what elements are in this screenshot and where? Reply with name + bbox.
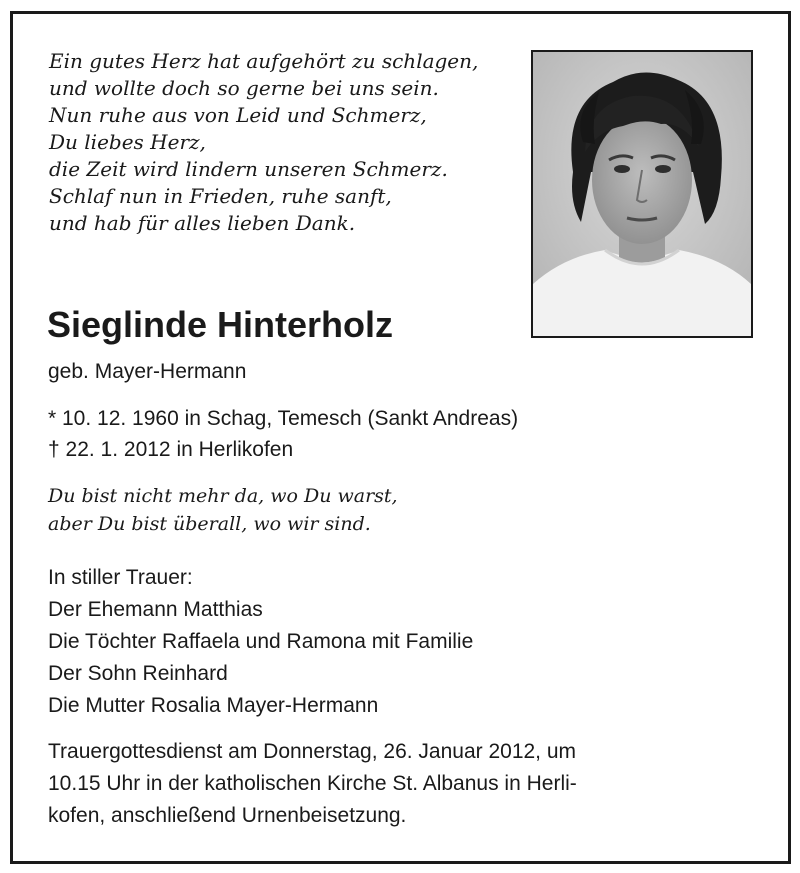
maiden-name: geb. Mayer-Hermann [48,360,247,383]
deceased-name: Sieglinde Hinterholz [47,304,394,345]
mourner: Die Mutter Rosalia Mayer-Hermann [48,694,379,717]
service-line: kofen, anschließend Urnenbeisetzung. [48,804,407,827]
obituary-frame [10,11,791,864]
poem-line: und wollte doch so gerne bei uns sein. [49,76,439,100]
death-date: † 22. 1. 2012 in Herlikofen [48,438,294,461]
mourners-intro: In stiller Trauer: [48,566,193,589]
poem-line: Ein gutes Herz hat aufgehört zu schlagen, [49,49,479,73]
poem [49,48,478,237]
mourner: Der Ehemann Matthias [48,598,263,621]
poem-line: Du liebes Herz, [49,130,206,154]
poem-line: Nun ruhe aus von Leid und Schmerz, [49,103,427,127]
poem-line: Schlaf nun in Frieden, ruhe sanft, [49,184,392,208]
quote-line: Du bist nicht mehr da, wo Du warst, [48,485,398,507]
mourner: Die Töchter Raffaela und Ramona mit Familie [48,630,474,653]
mourner: Der Sohn Reinhard [48,662,228,685]
service-line: Trauergottesdienst am Donnerstag, 26. Januar 2012, um [48,740,577,763]
portrait-photo [531,50,753,338]
quote-line: aber Du bist überall, wo wir sind. [48,513,371,535]
poem-line: die Zeit wird lindern unseren Schmerz. [49,157,448,181]
poem-line: und hab für alles lieben Dank. [49,211,356,235]
funeral-service-info [48,736,577,832]
portrait-illustration [533,52,751,336]
memorial-quote [48,482,398,538]
birth-date: * 10. 12. 1960 in Schag, Temesch (Sankt Andreas) [48,407,519,430]
service-line: 10.15 Uhr in der katholischen Kirche St. Albanus in Herli- [48,772,577,795]
life-dates [48,403,518,465]
mourners-list [48,562,473,722]
